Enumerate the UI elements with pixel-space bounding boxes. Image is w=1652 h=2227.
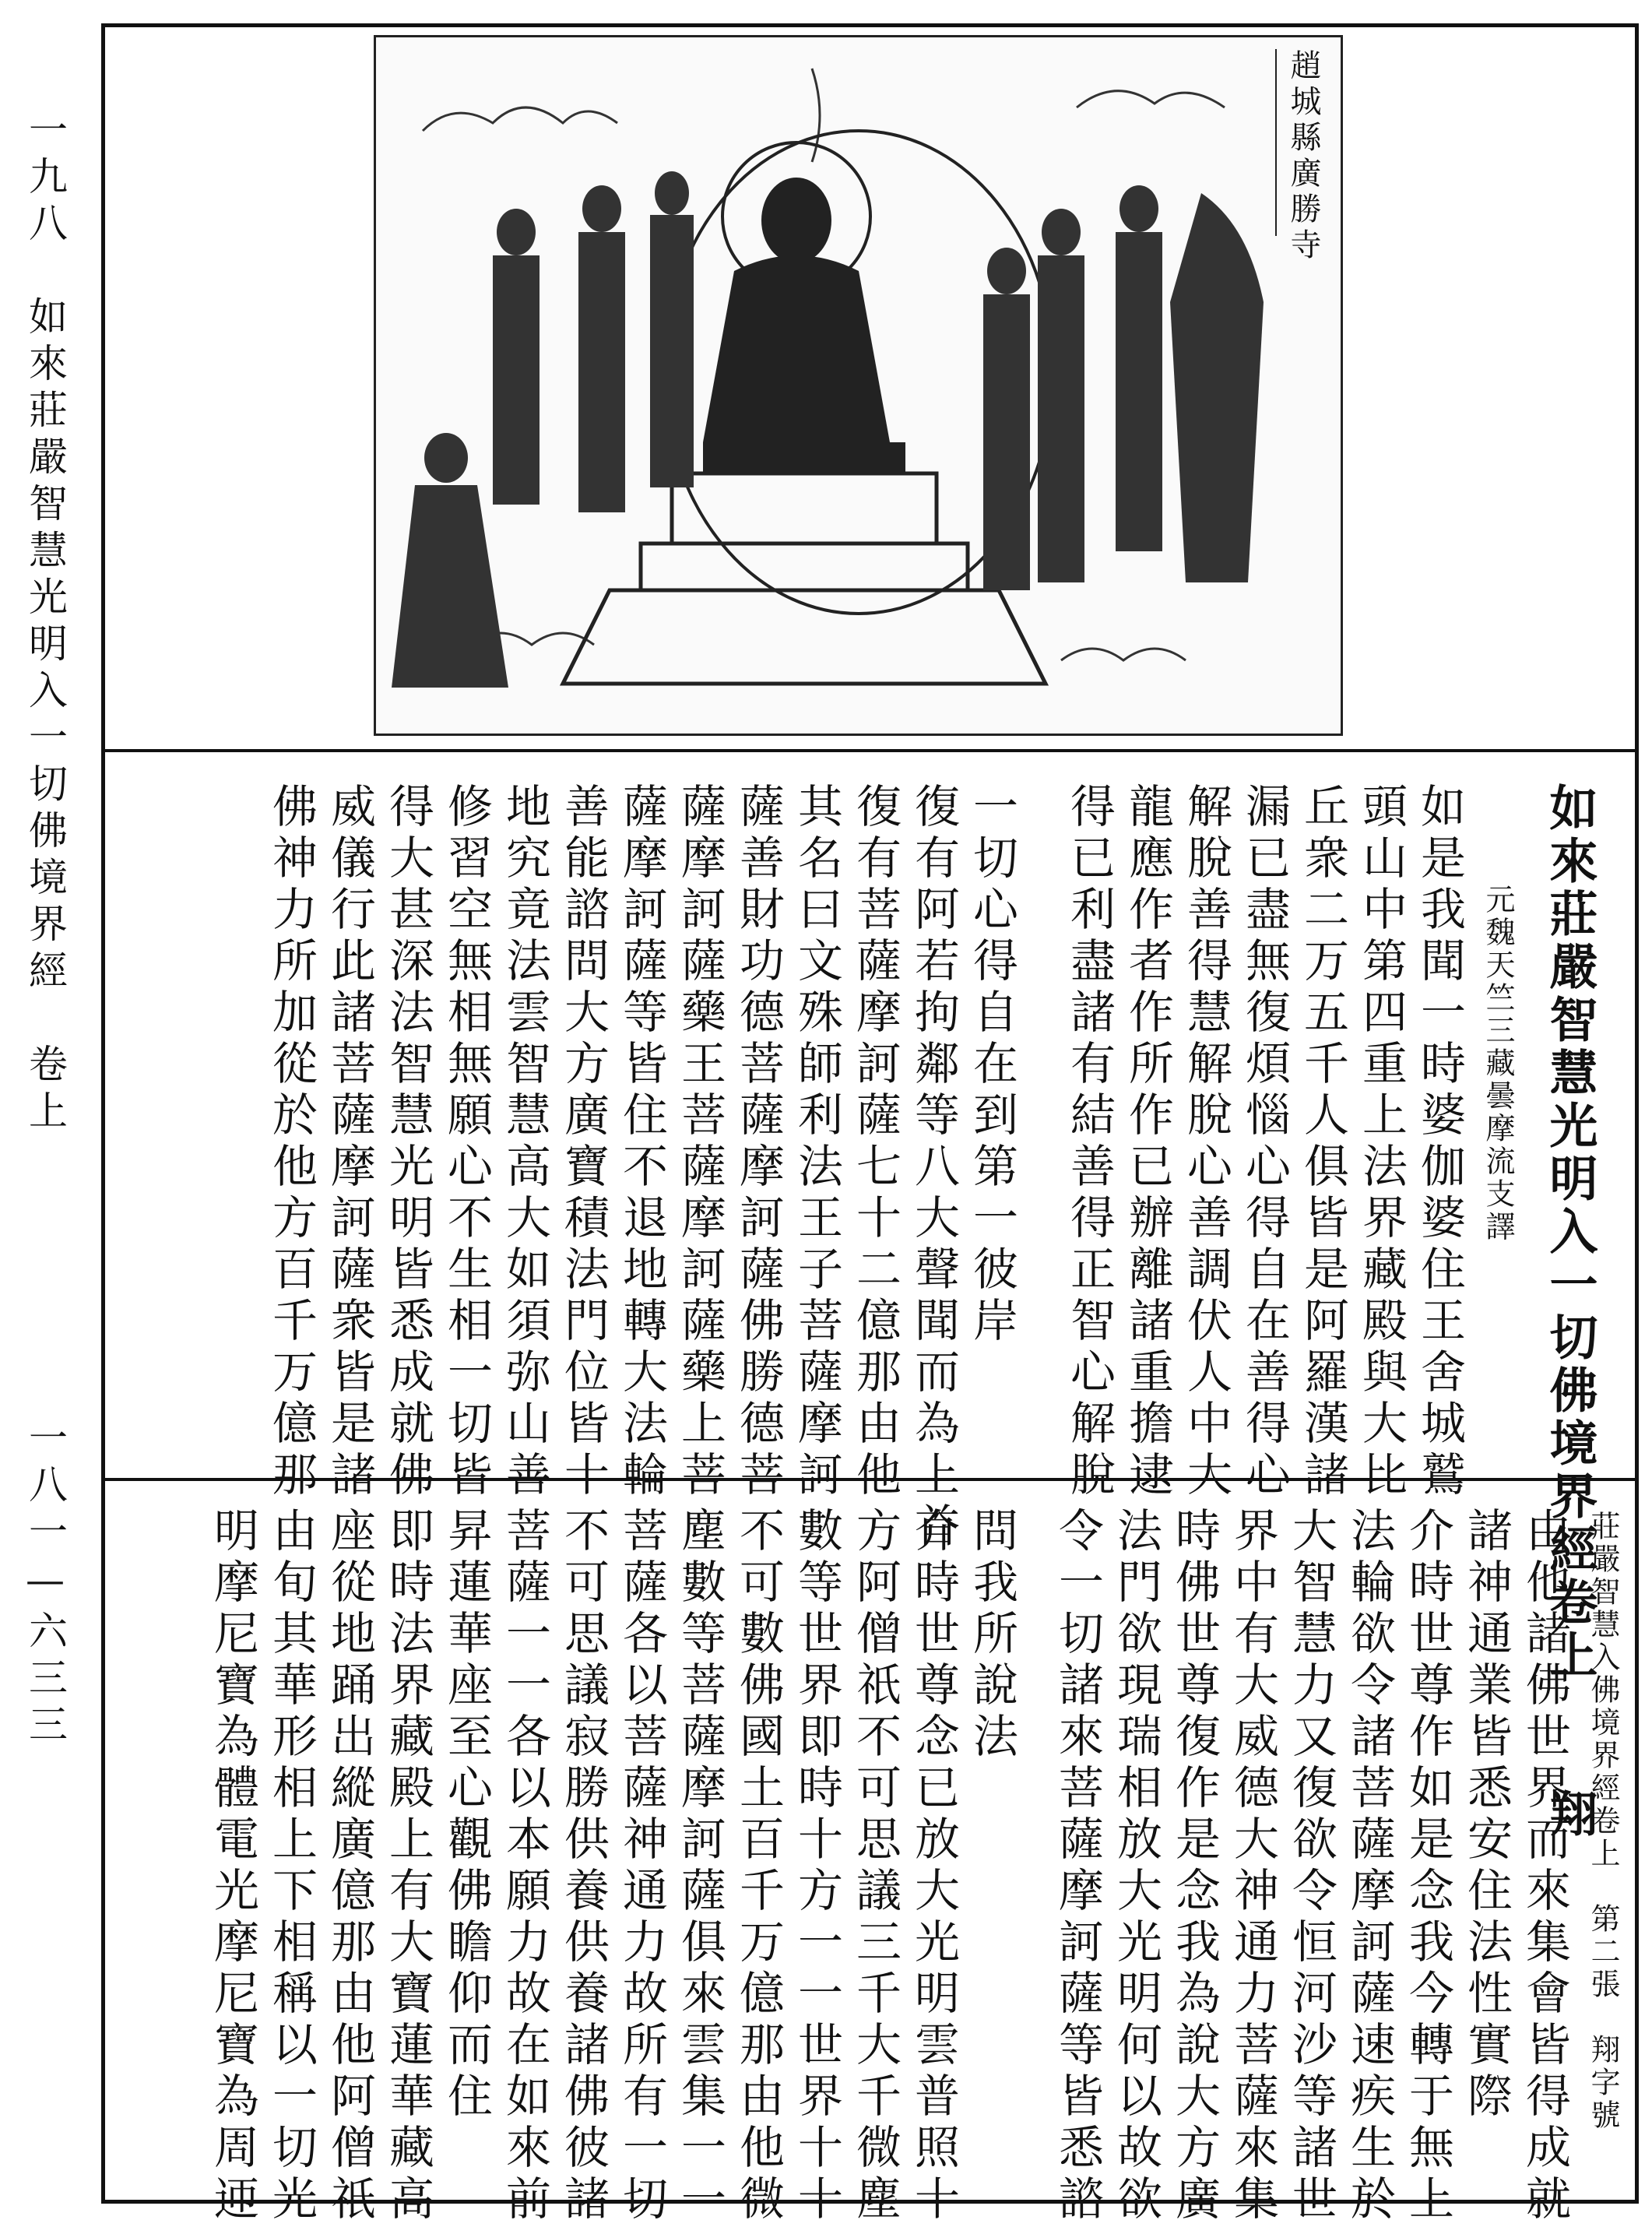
text-column: 菩薩一一各以本願力故在如來前 xyxy=(498,1507,551,2226)
margin-folio: 一八一—六三三 xyxy=(23,1417,68,1750)
text-column: 佛神力所加從於他方百千万億那 xyxy=(265,783,318,1502)
text-column: 界中有大威德大神通力菩薩來集 xyxy=(1226,1507,1279,2226)
text-column: 菩薩各以菩薩神通力故所有一切 xyxy=(615,1507,668,2226)
text-column: 座從地踊出縱廣億那由他阿僧祇 xyxy=(323,1507,376,2226)
translator-line: 元魏天竺三藏曇摩流支譯 xyxy=(1481,884,1515,1244)
text-column: 善能諮問大方廣寶積法門位皆十 xyxy=(557,783,610,1502)
text-column: 復有阿若拘鄰等八大聲聞而為上首 xyxy=(907,783,960,1553)
buddha-assembly-drawing xyxy=(376,37,1343,736)
text-column: 問我所說法 xyxy=(965,1507,1018,1764)
text-column: 如是我聞一時婆伽婆住王舍城鷲 xyxy=(1413,783,1466,1502)
sutra-heading: 如來莊嚴智慧光明入一切佛境界經卷上 翔 xyxy=(1541,783,1598,1842)
text-column: 威儀行此諸菩薩摩訶薩衆皆是諸 xyxy=(323,783,376,1502)
text-column: 得已利盡諸有結善得正智心解脫 xyxy=(1063,783,1116,1502)
text-column: 即時法界藏殿上有大寶蓮華藏高 xyxy=(381,1507,434,2226)
text-column: 頭山中第四重上法界藏殿與大比 xyxy=(1355,783,1408,1502)
text-column: 令一切諸來菩薩摩訶薩等皆悉諮 xyxy=(1051,1507,1104,2226)
text-column: 時佛世尊復作是念我為說大方廣 xyxy=(1168,1507,1221,2226)
text-column: 數等世界即時十方一一世界十十 xyxy=(790,1507,843,2226)
text-column: 介時世尊念已放大光明雲普照十 xyxy=(907,1507,960,2226)
frontispiece-illustration xyxy=(374,35,1343,736)
divider-top xyxy=(101,749,1639,752)
text-column: 不可思議寂勝供養供養諸佛彼諸 xyxy=(557,1507,610,2226)
text-column: 介時世尊作如是念我今轉于無上 xyxy=(1401,1507,1454,2226)
temple-label: 趙城縣廣勝寺 xyxy=(1275,49,1326,236)
text-column: 諸神通業皆悉安住法性實際 xyxy=(1460,1507,1513,2123)
text-column: 得大甚深法智慧光明皆悉成就佛 xyxy=(381,783,434,1502)
text-column: 丘衆二万五千人俱皆是阿羅漢諸 xyxy=(1296,783,1349,1502)
text-column: 由旬其華形相上下相稱以一切光 xyxy=(265,1507,318,2226)
text-column: 龍應作者作所作已辦離諸重擔逮 xyxy=(1121,783,1174,1502)
margin-title: 一九八 如來莊嚴智慧光明入一切佛境界經 卷上 xyxy=(23,109,68,1137)
side-note: 莊嚴智慧入佛境界經卷上 第二張 翔字號 xyxy=(1586,1511,1620,2132)
text-column: 薩摩訶薩等皆住不退地轉大法輪 xyxy=(615,783,668,1502)
text-column: 方阿僧祇不可思議三千大千微塵 xyxy=(849,1507,902,2226)
text-column: 其名曰文殊師利法王子菩薩摩訶 xyxy=(790,783,843,1502)
text-column: 修習空無相無願心不生相一切皆 xyxy=(440,783,493,1502)
text-column: 薩摩訶薩藥王菩薩摩訶薩藥上菩 xyxy=(673,783,726,1502)
text-column: 不可數佛國土百千万億那由他微 xyxy=(732,1507,785,2226)
text-column: 復有菩薩摩訶薩七十二億那由他 xyxy=(849,783,902,1502)
text-column: 地究竟法雲智慧高大如須弥山善 xyxy=(498,783,551,1502)
text-column: 薩善財功德菩薩摩訶薩佛勝德菩 xyxy=(732,783,785,1502)
text-column: 法輪欲令諸菩薩摩訶薩速疾生於 xyxy=(1343,1507,1396,2226)
text-column: 明摩尼寶為體電光摩尼寶為周迊 xyxy=(206,1507,259,2226)
text-column: 漏已盡無復煩惱心得自在善得心 xyxy=(1238,783,1291,1502)
text-column: 法門欲現瑞相放大光明何以故欲 xyxy=(1109,1507,1162,2226)
text-column: 解脫善得慧解脫心善調伏人中大 xyxy=(1179,783,1232,1502)
text-column: 昇蓮華座至心觀佛瞻仰而住 xyxy=(440,1507,493,2123)
text-column: 塵數等菩薩摩訶薩俱來雲集一一 xyxy=(673,1507,726,2226)
text-column: 一切心得自在到第一彼岸 xyxy=(965,783,1018,1348)
left-margin xyxy=(0,0,93,2227)
text-column: 大智慧力又復欲令恒河沙等諸世 xyxy=(1285,1507,1337,2226)
text-column: 由他諸佛世界而來集會皆得成就 xyxy=(1518,1507,1571,2226)
